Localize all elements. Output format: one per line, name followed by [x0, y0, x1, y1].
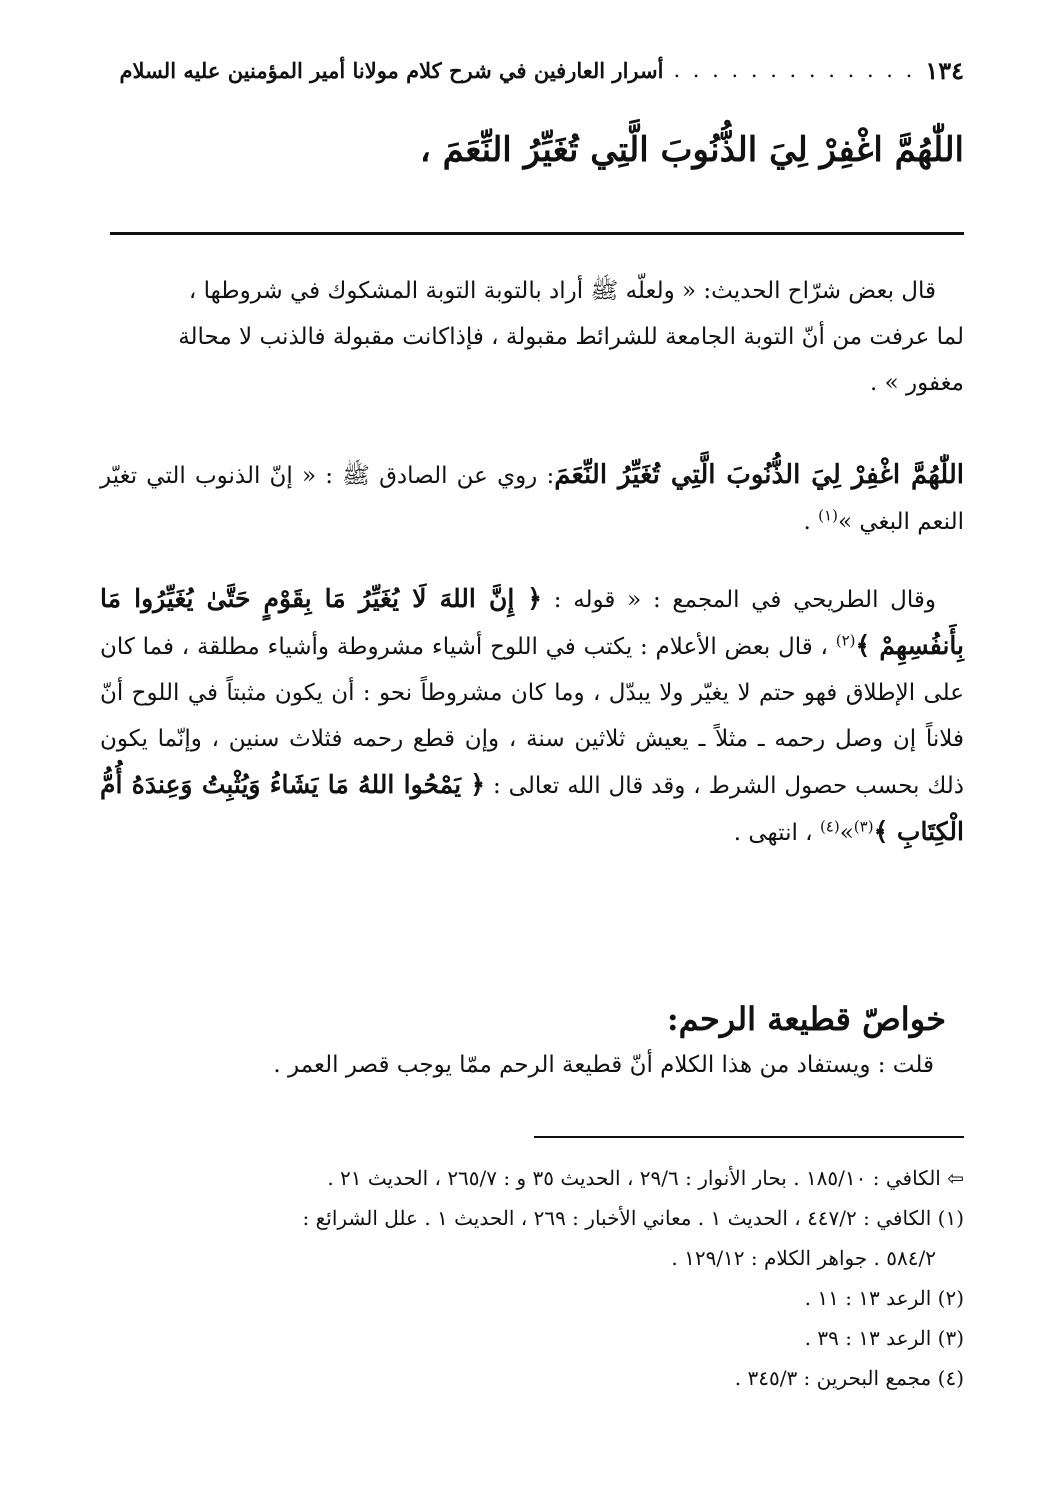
- footnote-number: (٣): [937, 1326, 964, 1350]
- main-text: [100, 268, 964, 946]
- left-arrow-icon: ⇦: [947, 1166, 964, 1190]
- footnote-number: (٤): [937, 1366, 964, 1390]
- paragraph-hadith-explanation: [100, 452, 964, 560]
- paragraph-tarihi: [100, 576, 964, 946]
- footnote-1: [100, 1198, 964, 1238]
- footnote-number: (٢): [937, 1286, 964, 1310]
- hadith-explanation-text: : روي عن الصادق ﷺ : « إنّ الذنوب التي تغيّر النعم البغي »: [100, 463, 964, 535]
- footnote-ref-1[interactable]: (١): [818, 506, 838, 525]
- paragraph-line: [100, 268, 964, 314]
- sentence-end: .: [803, 509, 811, 535]
- footnote-text: ٥٨٤/٢ . جواهر الكلام : ١٢٩/١٢ .: [671, 1246, 936, 1270]
- footnote-3: [100, 1318, 964, 1358]
- closing-quote: »: [839, 820, 854, 846]
- tarihi-body: ، قال بعض الأعلام : يكتب في اللوح أشياء مشروطة وأشياء مطلقة ، فما كان على الإطلاق فهو حتم لا يغيّر ولا يبدّل ، وما كان مشروطاً نحو : أن يكون مثبتاً في اللوح أنّ فلاناً إن وصل رحمه ـ مثلاً ـ يعيش ثلاثين سنة ، وإن قطع رحمه فثلاث سنين ، وإنّما يكون ذلك بحسب حصول الشرط ، وقد قال الله تعالى :: [100, 634, 965, 799]
- section-heading: خواصّ قطيعة الرحم:: [666, 1000, 946, 1038]
- footnote-number: (١): [937, 1206, 964, 1230]
- footnote-source-text: الكافي : ١٨٥/١٠ . بحار الأنوار : ٢٩/٦ ، الحديث ٣٥ و : ٢٦٥/٧ ، الحديث ٢١ .: [327, 1166, 941, 1190]
- quran-verse-1: ﴿ إِنَّ اللهَ لَا يُغَيِّرُ مَا بِقَوْمٍ حَتَّىٰ يُغَيِّرُوا مَا بِأَنفُسِهِمْ ﴾: [100, 584, 964, 660]
- footnote-ref-2[interactable]: (٢): [835, 631, 856, 650]
- quran-verse-2: ﴿ يَمْحُوا اللهُ مَا يَشَاءُ وَيُثْبِتُ وَعِندَهُ أُمُّ الْكِتَابِ ﴾: [100, 770, 964, 846]
- footnote-divider: [534, 1136, 964, 1138]
- paragraph-line: لما عرفت من أنّ التوبة الجامعة للشرائط مقبولة ، فإذاكانت مقبولة فالذنب لا محالة: [178, 324, 964, 350]
- page-number: ١٣٤: [925, 55, 964, 85]
- section-text: قلت : ويستفاد من هذا الكلام أنّ قطيعة الرحم ممّا يوجب قصر العمر .: [273, 1052, 934, 1078]
- hadith-phrase-bold: اللّٰهُمَّ اغْفِرْ لِيَ الذُّنُوبَ الَّتِي تُغَيِّرُ النِّعَمَ: [554, 460, 964, 490]
- footnote-1-continued: [100, 1238, 964, 1278]
- title-divider: [110, 232, 964, 235]
- paragraph-line: مغفور » .: [869, 370, 964, 396]
- footnote-text: الكافي : ٤٤٧/٢ ، الحديث ١ . معاني الأخبار : ٢٦٩ ، الحديث ١ . علل الشرائع :: [302, 1206, 932, 1230]
- footnote-text: مجمع البحرين : ٣٤٥/٣ .: [734, 1366, 932, 1390]
- tarihi-intro: وقال الطريحي في المجمع : « قوله :: [553, 587, 936, 613]
- footnotes: [100, 1158, 964, 1398]
- footnote-text: الرعد ١٣ : ٣٩ .: [804, 1326, 932, 1350]
- paragraph-line-text: قال بعض شرّاح الحديث: « ولعلّه ﷺ أراد بالتوبة التوبة المشكوك في شروطها ،: [188, 278, 936, 304]
- footnote-4: [100, 1358, 964, 1398]
- footnote-source: [100, 1158, 964, 1198]
- sentence-end: ، انتهى .: [733, 820, 813, 846]
- hadith-title: اللّٰهُمَّ اغْفِرْ لِيَ الذُّنُوبَ الَّتِي تُغَيِّرُ النِّعَمَ ،: [419, 130, 964, 170]
- footnote-text: الرعد ١٣ : ١١ .: [804, 1286, 932, 1310]
- running-header: [100, 50, 964, 90]
- paragraph-commentary: [100, 268, 964, 438]
- footnote-ref-4[interactable]: (٤): [819, 817, 840, 836]
- footnote-2: [100, 1278, 964, 1318]
- book-title: أسرار العارفين في شرح كلام مولانا أمير المؤمنين عليه السلام: [119, 57, 664, 83]
- header-leader-dots: . . . . . . . . . . . . .: [673, 58, 916, 82]
- footnote-ref-3[interactable]: (٣): [853, 817, 874, 836]
